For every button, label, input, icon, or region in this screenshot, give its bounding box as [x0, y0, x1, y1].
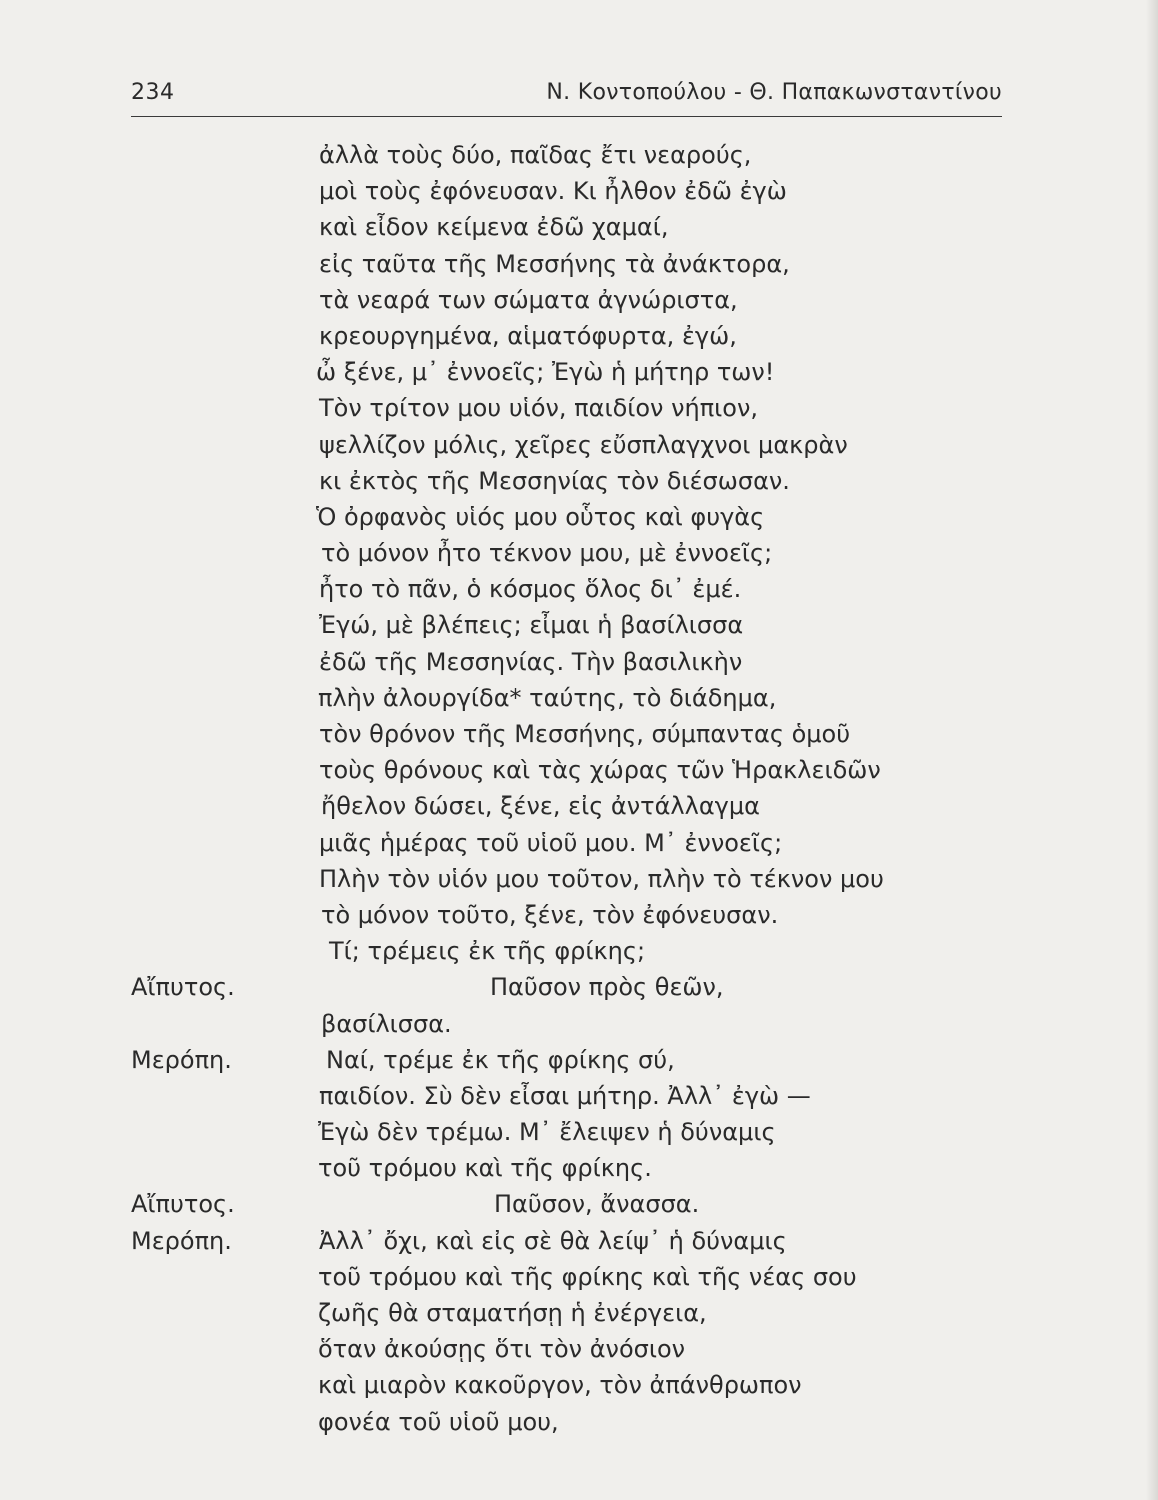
verse-line — [0, 427, 1158, 463]
verse-line-text: βασίλισσα. — [321, 1009, 452, 1038]
verse-line — [0, 607, 1158, 643]
verse-line — [0, 1259, 1158, 1295]
verse-line — [0, 825, 1158, 861]
verse-line-text: Ὁ ὀρφανὸς υἱός μου οὗτος καὶ φυγὰς — [316, 502, 765, 531]
page-edge-shadow — [1146, 0, 1158, 1500]
verse-line — [0, 137, 1158, 173]
verse-line — [0, 1223, 1158, 1259]
verse-line-text: ὅταν ἀκούσῃς ὅτι τὸν ἀνόσιον — [318, 1335, 686, 1364]
verse-line — [0, 1114, 1158, 1150]
verse-line-text: ἐδῶ τῆς Μεσσηνίας. Τὴν βασιλικὴν — [319, 647, 743, 676]
verse-line — [0, 861, 1158, 897]
verse-line-text: Ναί, τρέμε ἐκ τῆς φρίκης σύ, — [326, 1045, 675, 1074]
verse-line-text: Ἀλλ᾽ ὄχι, καὶ εἰς σὲ θὰ λείψ᾽ ἡ δύναμις — [319, 1226, 787, 1255]
header-rule — [131, 116, 1002, 117]
verse-line-text: πλὴν ἀλουργίδα* ταύτης, τὸ διάδημα, — [318, 683, 777, 712]
verse-line — [0, 173, 1158, 209]
verse-line — [0, 752, 1158, 788]
verse-line-text: Παῦσον, ἄνασσα. — [494, 1190, 700, 1219]
verse-line-text: ὦ ξένε, μ᾽ ἐννοεῖς; Ἐγὼ ἡ μήτηρ των! — [316, 358, 775, 387]
verse-text — [0, 137, 1158, 1440]
verse-line-text: τὸ μόνον τοῦτο, ξένε, τὸν ἐφόνευσαν. — [321, 900, 779, 929]
verse-line — [0, 499, 1158, 535]
verse-line-text: τὸν θρόνον τῆς Μεσσήνης, σύμπαντας ὁμοῦ — [319, 720, 851, 748]
verse-line — [0, 716, 1158, 752]
verse-line — [0, 1150, 1158, 1186]
verse-line-text: καὶ εἶδον κείμενα ἐδῶ χαμαί, — [319, 213, 669, 242]
verse-line-text: μοὶ τοὺς ἐφόνευσαν. Κι ἦλθον ἐδῶ ἐγὼ — [319, 177, 787, 206]
verse-line-text: τὸ μόνον ἦτο τέκνον μου, μὲ ἐννοεῖς; — [321, 539, 773, 568]
verse-line-text: ψελλίζον μόλις, χεῖρες εὔσπλαγχνοι μακρὰν — [319, 430, 848, 459]
verse-line — [0, 1006, 1158, 1042]
verse-line — [0, 463, 1158, 499]
verse-line-text: Ἐγώ, μὲ βλέπεις; εἶμαι ἡ βασίλισσα — [319, 611, 744, 640]
verse-line-text: ἤθελον δώσει, ξένε, εἰς ἀντάλλαγμα — [321, 792, 760, 821]
verse-line-text: Ἐγὼ δὲν τρέμω. Μ᾽ ἔλειψεν ἡ δύναμις — [318, 1118, 776, 1147]
page-header — [131, 80, 1002, 116]
verse-line-text: τοὺς θρόνους καὶ τὰς χώρας τῶν Ἡρακλειδῶν — [319, 756, 881, 785]
verse-line — [0, 680, 1158, 716]
verse-line-text: μιᾶς ἡμέρας τοῦ υἱοῦ μου. Μ᾽ ἐννοεῖς; — [319, 828, 783, 857]
verse-line-text: ζωῆς θὰ σταματήσῃ ἡ ἐνέργεια, — [318, 1299, 707, 1327]
verse-line — [0, 246, 1158, 282]
verse-line-text: τοῦ τρόμου καὶ τῆς φρίκης. — [318, 1154, 652, 1183]
verse-line-text: ἦτο τὸ πᾶν, ὁ κόσμος ὅλος δι᾽ ἐμέ. — [319, 575, 742, 604]
verse-line — [0, 1331, 1158, 1367]
verse-line-text: παιδίον. Σὺ δὲν εἶσαι μήτηρ. Ἀλλ᾽ ἐγὼ — — [319, 1081, 811, 1110]
verse-line — [0, 209, 1158, 245]
verse-line — [0, 788, 1158, 824]
verse-line-text: τοῦ τρόμου καὶ τῆς φρίκης καὶ τῆς νέας σου — [318, 1262, 857, 1291]
speaker-name: Αἴπυτος. — [131, 973, 235, 1002]
verse-line-text: ἀλλὰ τοὺς δύο, παῖδας ἔτι νεαρούς, — [319, 141, 752, 169]
verse-line — [0, 390, 1158, 426]
verse-line — [0, 1367, 1158, 1403]
verse-line — [0, 644, 1158, 680]
verse-line — [0, 354, 1158, 390]
speaker-name: Μερόπη. — [131, 1045, 232, 1074]
verse-line-text: τὰ νεαρά των σώματα ἀγνώριστα, — [319, 285, 738, 314]
verse-line-text: εἰς ταῦτα τῆς Μεσσήνης τὰ ἀνάκτορα, — [319, 249, 790, 278]
running-head: Ν. Κοντοπούλου - Θ. Παπακωνσταντίνου — [546, 80, 1002, 105]
verse-line-text: κρεουργημένα, αἱματόφυρτα, ἐγώ, — [319, 321, 737, 350]
verse-line-text: Παῦσον πρὸς θεῶν, — [490, 973, 724, 1002]
verse-line-text: φονέα τοῦ υἱοῦ μου, — [318, 1407, 559, 1436]
verse-line-text: κι ἐκτὸς τῆς Μεσσηνίας τὸν διέσωσαν. — [319, 466, 790, 495]
verse-line — [0, 1042, 1158, 1078]
verse-line-text: Τί; τρέμεις ἐκ τῆς φρίκης; — [329, 937, 646, 966]
verse-line-text: Πλὴν τὸν υἱόν μου τοῦτον, πλὴν τὸ τέκνον μου — [319, 864, 884, 893]
verse-line — [0, 318, 1158, 354]
page-number: 234 — [131, 80, 175, 105]
verse-line — [0, 897, 1158, 933]
verse-line — [0, 571, 1158, 607]
verse-line — [0, 933, 1158, 969]
verse-line — [0, 1295, 1158, 1331]
verse-line — [0, 969, 1158, 1005]
verse-line — [0, 1078, 1158, 1114]
verse-line — [0, 535, 1158, 571]
verse-line-text: Τὸν τρίτον μου υἱόν, παιδίον νήπιον, — [319, 394, 758, 423]
verse-line — [0, 1186, 1158, 1222]
verse-line-text: καὶ μιαρὸν κακοῦργον, τὸν ἀπάνθρωπον — [318, 1371, 802, 1400]
verse-line — [0, 282, 1158, 318]
verse-line — [0, 1404, 1158, 1440]
speaker-name: Μερόπη. — [131, 1226, 232, 1255]
speaker-name: Αἴπυτος. — [131, 1190, 235, 1219]
